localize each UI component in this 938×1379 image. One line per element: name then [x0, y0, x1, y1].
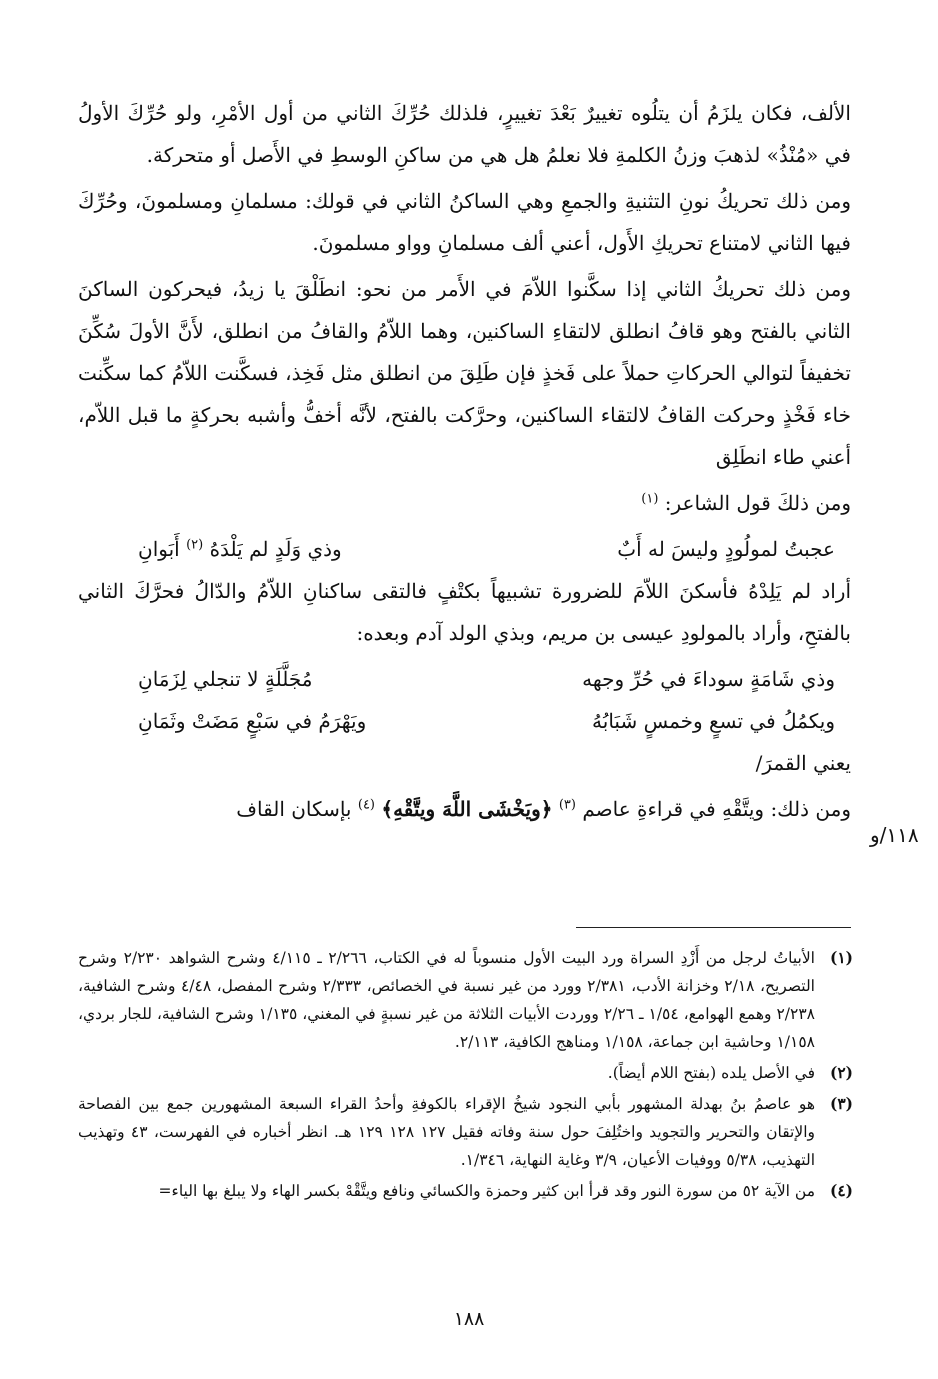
footnotes — [78, 944, 853, 1208]
footnote-text: هو عاصمُ بنُ بهدلة المشهور بأبي النجود شيخُ الإقراء بالكوفةِ وأحدُ القراء السبعة المشهورين جمع بين الفصاحة والإتقان والتحرير والتجويد واختُلِفَ حول سنة وفاته فقيل ١٢٧ ١٢٨ ١٢٩ هـ. انظر أخباره في الفهرست، ٤٣ وتهذيب التهذيب، ٥/٣٨ ووفيات الأعيان، ٣/٩ وغاية النهاية، ١/٣٤٦. — [78, 1095, 815, 1169]
footnote-ref-4: (٤) — [357, 797, 375, 813]
verse-1-second-half-text: وذي وَلَدٍ لم يَلْدَهُ — [209, 537, 342, 561]
verse-3 — [78, 700, 851, 742]
footnote — [78, 1090, 853, 1174]
footnote-ref-2: (٢) — [186, 537, 204, 553]
verse-1 — [78, 528, 851, 570]
paragraph-7-end: بإسكان القاف — [236, 797, 352, 821]
footnote-ref-1: (١) — [641, 491, 659, 507]
verse-3-first-half: ويكمُلُ في تسعٍ وخمسٍ شَبَابُهُ — [592, 709, 835, 733]
quran-quote: ﴿ويَخْشَى اللَّهَ ويتَّقْهِ﴾ — [381, 797, 553, 821]
paragraph-2: ومن ذلك تحريكُ نونِ التثنيةِ والجمعِ وهي الساكنُ الثاني في قولك: مسلمانِ ومسلمونَ، وحُرِّكَ فيها الثاني لامتناع تحريكِ الأَول، أعني ألف مسلمانِ وواو مسلمونَ. — [78, 189, 851, 255]
verse-2-second-half: مُجَلَّلَةٍ لا تنجلي لِزَمَانِ — [138, 667, 313, 691]
paragraph-5: أراد لم يَلِدْهُ فأسكنَ اللاّمَ للضرورة تشبيهاً بكتْفٍ فالتقى ساكنانِ اللاّمُ والدّالُ فحرَّكَ الثاني بالفتحِ، وأراد بالمولودِ عيسى بن مريم، وبذي الولد آدم وبعده: — [78, 579, 851, 645]
paragraph-4-text: ومن ذلكَ قول الشاعر: — [664, 491, 851, 515]
paragraph-4 — [78, 482, 851, 524]
footnote-text: من الآية ٥٢ من سورة النور وقد قرأ ابن كثير وحمزة والكسائي ونافع ويتَّقْهْ بكسر الهاء ولا يبلغ بها الياء= — [158, 1182, 815, 1200]
verse-2 — [78, 658, 851, 700]
paragraph-7-start: ومن ذلك: ويتَّقْهِ في قراءةِ عاصم — [582, 797, 851, 821]
footnote-number: (٤) — [829, 1181, 853, 1200]
paragraph-7 — [78, 788, 851, 830]
footnote-text: في الأصل يلده (بفتح اللام أيضاً). — [607, 1064, 815, 1082]
verse-3-second-half: ويَهْرَمُ في سَبْعٍ مَضَتْ وثَمَانِ — [138, 709, 367, 733]
footnote-ref-3: (٣) — [558, 797, 576, 813]
main-text — [78, 92, 851, 834]
footnote — [78, 1177, 853, 1205]
footnote — [78, 944, 853, 1056]
footnote-text: الأبياتُ لرجل من أَزْدِ السراة ورد البيت الأول منسوباً له في الكتاب، ٢/٢٦٦ ـ ٤/١١٥ وشرح الشواهد ٢/٢٣٠ وشرح التصريح، ٢/١٨ وخزانة الأدب، ٢/٣٨١ وورد من غير نسبة في الخصائص، ٢/٣٣٣ وشرح المفصل، ٤/٤٨ وشرح الشافية، ٢/٢٣٨ وهمع الهوامع، ١/٥٤ ـ ٢/٢٦ ووردت الأبيات الثلاثة من غير نسبةٍ في المغني، ١/١٣٥ وشرح الشافية، للجار بردي، ١/١٥٨ وحاشية ابن جماعة، ١/١٥٨ ومناهج الكافية، ٢/١١٣. — [78, 949, 815, 1051]
paragraph-1: الألف، فكان يلزَمُ أن يتلُوه تغييرٌ بَعْدَ تغييرٍ، فلذلك حُرِّكَ الثاني من أول الأمْرِ، ولو حُرِّكَ الأولُ في «مُنْذُ» لذهبَ وزنُ الكلمةِ فلا نعلمُ هل هي من ساكنِ الوسطِ في الأَصل أو متحركة. — [78, 101, 851, 167]
manuscript-folio-marker: ١١٨/و — [870, 823, 919, 847]
footnote-separator — [576, 927, 851, 928]
verse-2-first-half: وذي شَامَةٍ سوداءَ في حُرِّ وجهه — [582, 667, 835, 691]
paragraph-6: يعني القمرَ/ — [755, 751, 851, 775]
page-number: ١٨٨ — [453, 1308, 485, 1330]
verse-1-last-word: أَبَوانِ — [138, 537, 180, 561]
footnote-number: (٣) — [829, 1094, 853, 1113]
footnote — [78, 1059, 853, 1087]
footnote-number: (٢) — [829, 1063, 853, 1082]
paragraph-3: ومن ذلك تحريكُ الثاني إذا سكَّنوا اللاّمَ في الأَمر من نحو: انطَلْقَ يا زيدُ، فيحركون الساكنَ الثاني بالفتح وهو قافُ انطلق لالتقاءِ الساكنين، وهما اللاّمُ والقافُ من انطلق، لأَنَّ الأولَ سُكِّنَ تخفيفاً لتوالي الحركاتِ حملاً على فَخذٍ فإن طَلِقَ من انطلق مثل فَخِذ، فسكَّنت اللاّمُ كما سكِّنت خاء فَخْذٍ وحركت القافُ لالتقاء الساكنين، وحرَّكت بالفتح، لأنَّه أخفُّ وأشبه بحركةٍ ما قبل اللاّم، أعني طاء انطَلِق — [78, 277, 851, 469]
footnote-number: (١) — [829, 948, 853, 967]
verse-1-second-half — [138, 528, 342, 570]
verse-1-first-half: عجبتُ لمولُودٍ وليسَ له أَبٌ — [617, 537, 835, 561]
